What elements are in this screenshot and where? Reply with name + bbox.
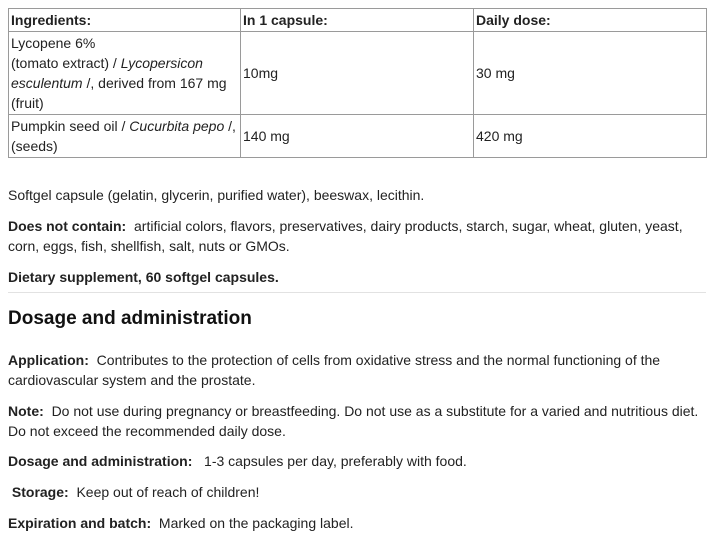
ingredient-detail: /, derived from 167 mg (fruit) (11, 75, 227, 111)
storage (8, 482, 259, 502)
ingredient-name: Lycopene 6% (11, 35, 96, 51)
does-not-contain (8, 216, 706, 256)
table-row (9, 115, 707, 158)
section-title: Dosage and administration (8, 308, 252, 329)
daily-amount: 420 mg (474, 115, 707, 158)
other-ingredients: Softgel capsule (gelatin, glycerin, purified water), beeswax, lecithin. (8, 187, 425, 203)
header-daily-dose: Daily dose: (474, 9, 707, 32)
does-not-contain-label: Does not contain: (8, 218, 127, 234)
daily-amount: 30 mg (474, 32, 707, 115)
dosage-text: 1-3 capsules per day, preferably with food. (204, 453, 467, 469)
storage-text: Keep out of reach of children! (76, 484, 260, 500)
table-row (9, 32, 707, 115)
application-text: Contributes to the protection of cells from oxidative stress and the normal functioning of the cardiovascular system and the prostate. (8, 352, 661, 388)
header-in-capsule: In 1 capsule: (241, 9, 474, 32)
application-label: Application: (8, 352, 89, 368)
ingredient-detail: (tomato extract) / (11, 55, 117, 71)
note (8, 401, 706, 441)
expiration-label: Expiration and batch: (8, 515, 152, 531)
ingredient-detail: /, (seeds) (11, 118, 236, 154)
ingredients-table (8, 8, 707, 158)
expiration (8, 513, 353, 533)
dosage-label: Dosage and administration: (8, 453, 193, 469)
header-ingredients: Ingredients: (9, 9, 241, 32)
ingredient-latin-name: Lycopersicon esculentum (11, 55, 203, 91)
capsule-amount: 10mg (241, 32, 474, 115)
ingredient-latin-name: Cucurbita pepo (129, 118, 225, 134)
does-not-contain-text: artificial colors, flavors, preservatives, dairy products, starch, sugar, wheat, gluten, yeast, corn, eggs, fish, shellfish, salt, nuts or GMOs. (8, 218, 683, 254)
storage-label: Storage: (11, 484, 69, 500)
capsule-amount: 140 mg (241, 115, 474, 158)
supplement-note: Dietary supplement, 60 softgel capsules. (8, 269, 279, 285)
note-text: Do not use during pregnancy or breastfeeding. Do not use as a substitute for a varied and nutritious diet. Do not exceed the recommended daily dose. (8, 403, 699, 439)
expiration-text: Marked on the packaging label. (158, 515, 354, 531)
product-info (8, 8, 706, 531)
ingredient-name: Pumpkin seed oil / (11, 118, 126, 134)
ingredient-cell (9, 32, 241, 115)
dosage (8, 451, 467, 471)
application (8, 350, 706, 390)
ingredient-cell (9, 115, 241, 158)
table-header-row (9, 9, 707, 32)
section-divider (8, 292, 706, 293)
note-label: Note: (8, 403, 44, 419)
